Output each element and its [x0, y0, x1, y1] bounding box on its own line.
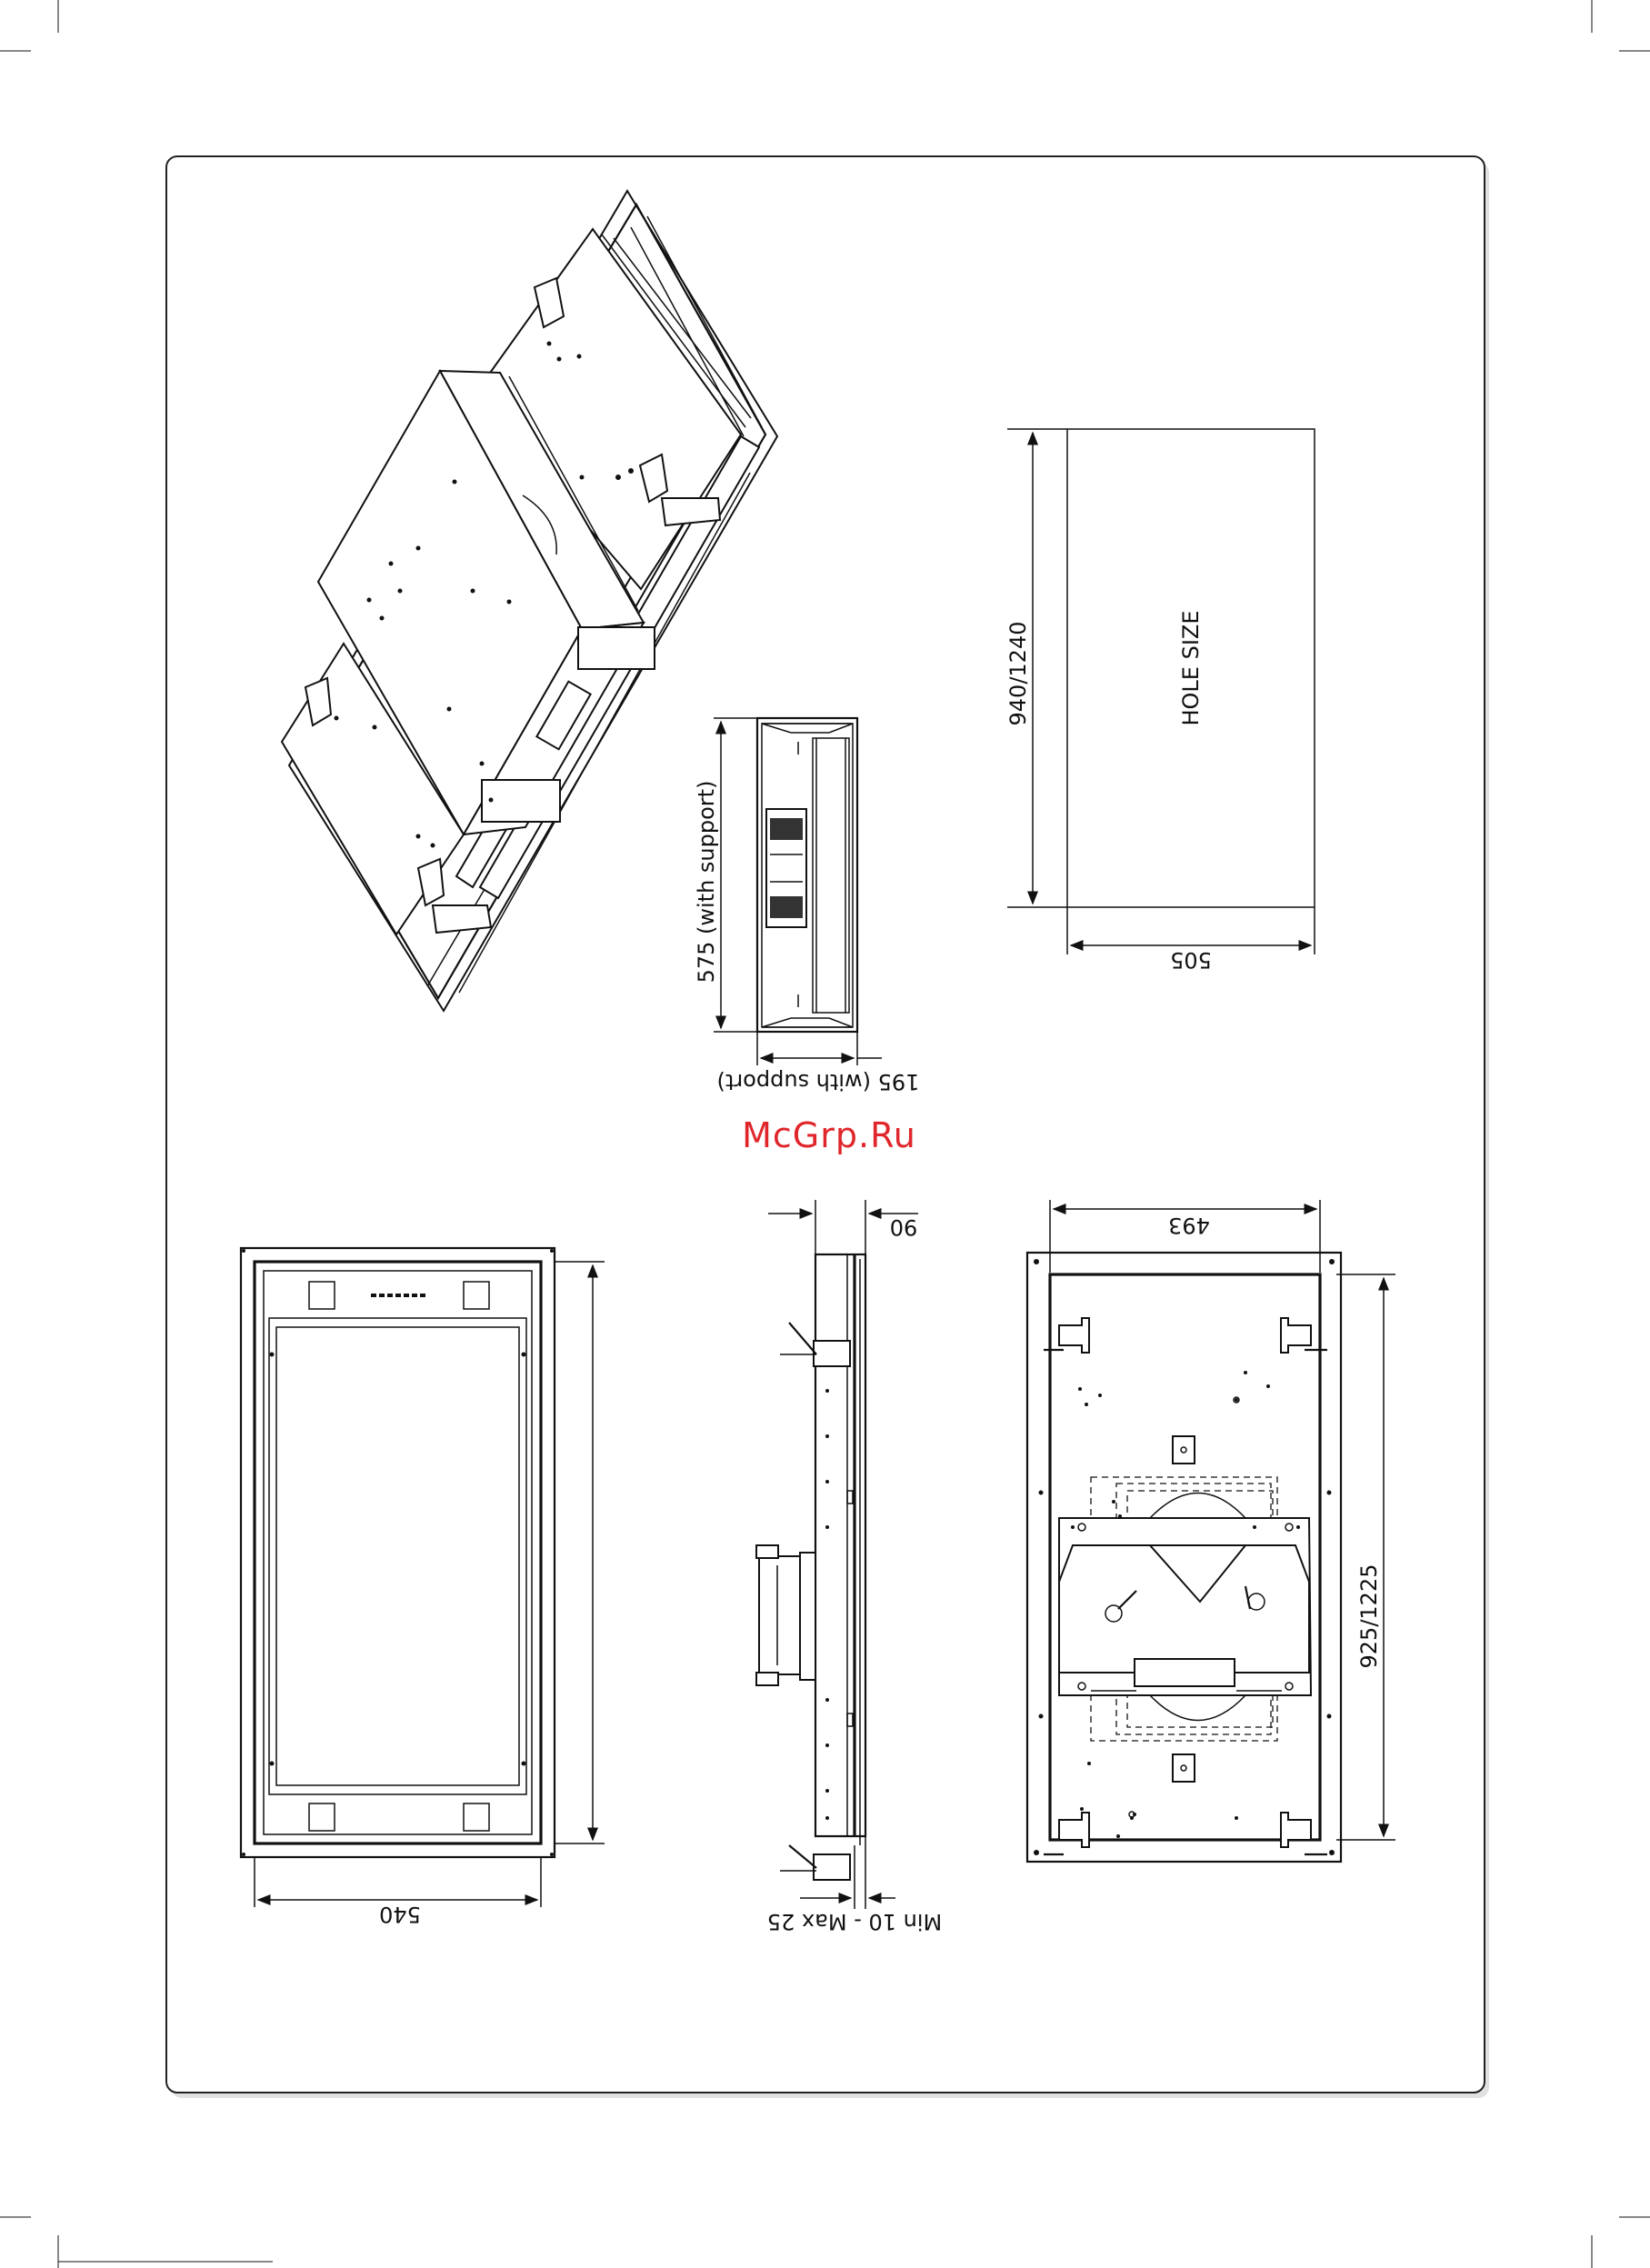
- hole-size-label: HOLE SIZE: [1178, 610, 1204, 726]
- rear-height-dimension: 925/1225: [1356, 1564, 1382, 1669]
- front-width-dimension: 540: [379, 1902, 421, 1927]
- side-depth-dimension: 195 (with support): [716, 1069, 920, 1094]
- hole-height-dimension: 940/1240: [1005, 621, 1031, 726]
- hole-width-dimension: 505: [1170, 947, 1212, 973]
- side-bottom-dimension: Min 10 - Max 25: [766, 1909, 943, 1934]
- side-height-dimension: 575 (with support): [694, 780, 719, 984]
- side-top-dimension: 90: [889, 1214, 918, 1240]
- rear-width-dimension: 493: [1168, 1213, 1210, 1238]
- watermark: McGrp.Ru: [742, 1115, 916, 1155]
